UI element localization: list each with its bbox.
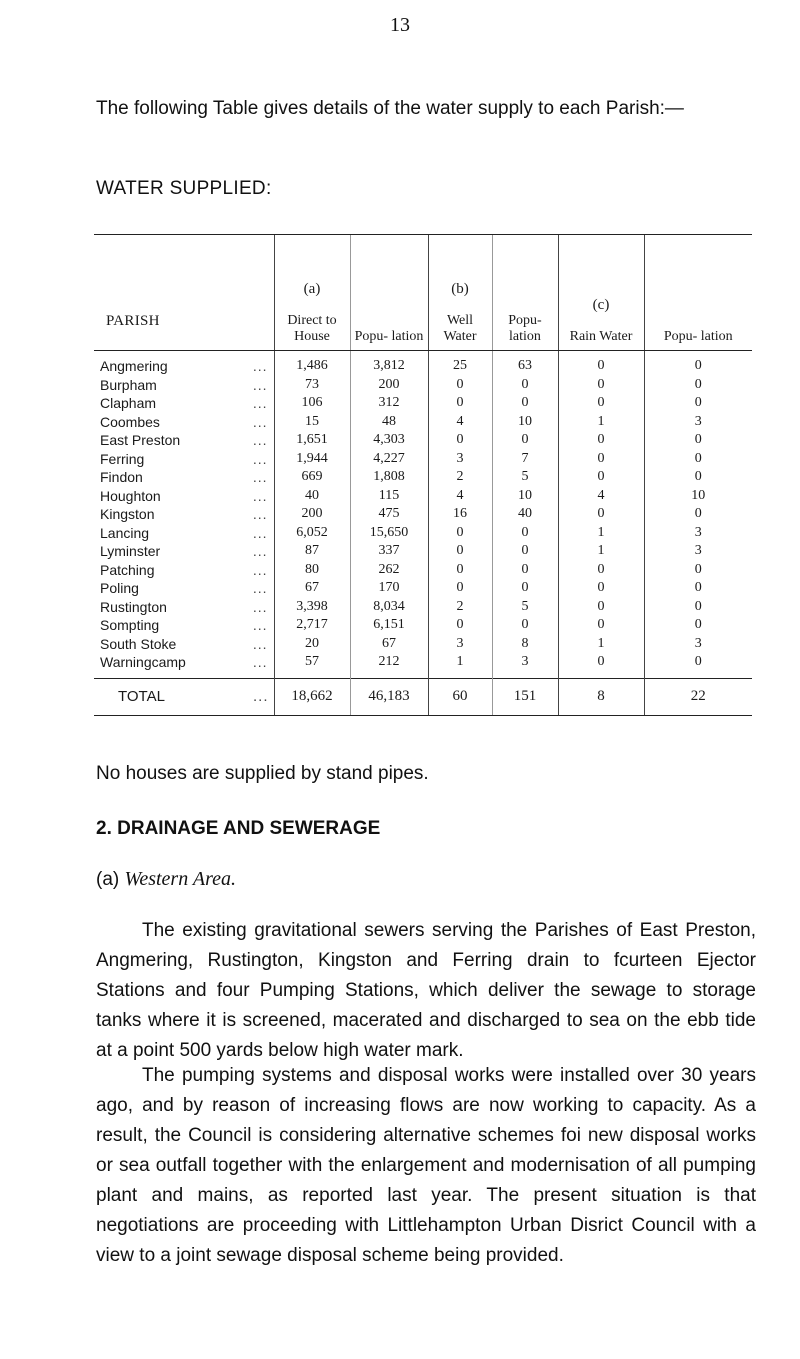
- parish-name-cell: [94, 376, 274, 395]
- parish-name-cell: [94, 487, 274, 506]
- leader-dots: ...: [252, 487, 268, 504]
- well-water-cell: 1: [428, 653, 492, 678]
- leader-dots: ...: [252, 395, 268, 412]
- direct-to-house-cell: 57: [274, 653, 350, 678]
- leader-dots: ...: [252, 413, 268, 430]
- population-b-cell: 0: [492, 579, 558, 598]
- header-direct-to-house: [274, 235, 350, 351]
- header-well-water: [428, 235, 492, 351]
- total-population-c: 22: [644, 678, 752, 715]
- rain-water-cell: 4: [558, 487, 644, 506]
- population-a-cell: 6,151: [350, 616, 428, 635]
- parish-name-cell: [94, 413, 274, 432]
- page-number: 13: [390, 14, 410, 36]
- table-row: [94, 542, 752, 561]
- table-row: [94, 487, 752, 506]
- well-water-cell: 3: [428, 450, 492, 469]
- header-a-letter: (a): [303, 281, 321, 297]
- rain-water-cell: 0: [558, 561, 644, 580]
- subsection-title: Western Area.: [124, 868, 236, 890]
- rain-water-cell: 0: [558, 505, 644, 524]
- rain-water-cell: 0: [558, 431, 644, 450]
- population-a-cell: 212: [350, 653, 428, 678]
- leader-dots: ...: [252, 358, 268, 375]
- rain-water-cell: 1: [558, 524, 644, 543]
- parish-name: Poling: [100, 580, 139, 597]
- total-row: [94, 678, 752, 715]
- direct-to-house-cell: 15: [274, 413, 350, 432]
- population-a-cell: 200: [350, 376, 428, 395]
- population-c-cell: 0: [644, 351, 752, 376]
- table-row: [94, 561, 752, 580]
- leader-dots: ...: [252, 469, 268, 486]
- leader-dots: ...: [252, 543, 268, 560]
- header-rain-water: [558, 235, 644, 351]
- rain-water-cell: 0: [558, 616, 644, 635]
- parish-name: South Stoke: [100, 635, 177, 652]
- well-water-cell: 0: [428, 542, 492, 561]
- population-a-cell: 67: [350, 635, 428, 654]
- total-population-a: 46,183: [350, 678, 428, 715]
- total-label-cell: [94, 678, 274, 715]
- population-b-cell: 3: [492, 653, 558, 678]
- well-water-cell: 0: [428, 616, 492, 635]
- population-c-cell: 0: [644, 579, 752, 598]
- leader-dots: ...: [252, 376, 268, 393]
- rain-water-cell: 0: [558, 394, 644, 413]
- population-c-cell: 0: [644, 450, 752, 469]
- population-b-cell: 0: [492, 431, 558, 450]
- well-water-cell: 4: [428, 487, 492, 506]
- parish-name-cell: [94, 431, 274, 450]
- well-water-cell: 16: [428, 505, 492, 524]
- well-water-cell: 3: [428, 635, 492, 654]
- well-water-cell: 0: [428, 431, 492, 450]
- population-b-cell: 7: [492, 450, 558, 469]
- parish-name: Sompting: [100, 617, 160, 634]
- parish-name-cell: [94, 542, 274, 561]
- well-water-cell: 25: [428, 351, 492, 376]
- header-c-label: Rain Water: [569, 329, 633, 344]
- leader-dots: ...: [252, 580, 268, 597]
- population-c-cell: 0: [644, 616, 752, 635]
- well-water-cell: 2: [428, 468, 492, 487]
- population-c-cell: 0: [644, 431, 752, 450]
- population-c-cell: 0: [644, 653, 752, 678]
- parish-name-cell: [94, 653, 274, 678]
- parish-name: Clapham: [100, 395, 157, 412]
- rain-water-cell: 0: [558, 450, 644, 469]
- section-heading: 2. DRAINAGE AND SEWERAGE: [96, 818, 381, 839]
- population-c-cell: 0: [644, 394, 752, 413]
- population-c-cell: 0: [644, 561, 752, 580]
- direct-to-house-cell: 87: [274, 542, 350, 561]
- header-population-a: Popu- lation: [350, 235, 428, 351]
- population-a-cell: 312: [350, 394, 428, 413]
- population-b-cell: 0: [492, 524, 558, 543]
- rain-water-cell: 1: [558, 635, 644, 654]
- parish-name-cell: [94, 561, 274, 580]
- direct-to-house-cell: 200: [274, 505, 350, 524]
- total-well: 60: [428, 678, 492, 715]
- population-c-cell: 0: [644, 468, 752, 487]
- direct-to-house-cell: 106: [274, 394, 350, 413]
- leader-dots: ...: [252, 598, 268, 615]
- parish-name: Rustington: [100, 598, 167, 615]
- leader-dots: ...: [252, 617, 268, 634]
- parish-name-cell: [94, 524, 274, 543]
- direct-to-house-cell: 80: [274, 561, 350, 580]
- table-body: [94, 351, 752, 679]
- parish-name-cell: [94, 468, 274, 487]
- header-population-c: Popu- lation: [644, 235, 752, 351]
- table-row: [94, 468, 752, 487]
- stand-pipes-note: No houses are supplied by stand pipes.: [96, 763, 429, 784]
- rain-water-cell: 0: [558, 376, 644, 395]
- total-direct: 18,662: [274, 678, 350, 715]
- population-b-cell: 10: [492, 487, 558, 506]
- population-b-cell: 40: [492, 505, 558, 524]
- leader-dots: ...: [252, 524, 268, 541]
- well-water-cell: 2: [428, 598, 492, 617]
- table-caption: WATER SUPPLIED:: [96, 178, 272, 199]
- header-parish: PARISH: [94, 235, 274, 351]
- header-b-label: Well Water: [443, 313, 477, 344]
- rain-water-cell: 0: [558, 579, 644, 598]
- header-b-letter: (b): [451, 281, 469, 297]
- population-c-cell: 3: [644, 542, 752, 561]
- table-row: [94, 598, 752, 617]
- parish-name-cell: [94, 394, 274, 413]
- population-b-cell: 0: [492, 376, 558, 395]
- table-row: [94, 450, 752, 469]
- population-a-cell: 48: [350, 413, 428, 432]
- direct-to-house-cell: 67: [274, 579, 350, 598]
- table-row: [94, 413, 752, 432]
- population-b-cell: 5: [492, 598, 558, 617]
- population-a-cell: 475: [350, 505, 428, 524]
- population-a-cell: 15,650: [350, 524, 428, 543]
- total-rain: 8: [558, 678, 644, 715]
- parish-name: Coombes: [100, 413, 160, 430]
- population-b-cell: 0: [492, 542, 558, 561]
- intro-text: The following Table gives details of the water supply to each Parish:—: [96, 98, 684, 119]
- table-row: [94, 635, 752, 654]
- parish-name: Lyminster: [100, 543, 161, 560]
- leader-dots: ...: [252, 688, 269, 705]
- table-row: [94, 351, 752, 376]
- direct-to-house-cell: 1,486: [274, 351, 350, 376]
- parish-name-cell: [94, 505, 274, 524]
- paragraph-pumping-systems: The pumping systems and disposal works were installed over 30 years ago, and by reason of increasing flows are now working to capacity. As a result, the Council is considering alternative schemes foi new disposal works or sea outfall together with the enlargement and modernisation of all pumping plant and mains, as reported last year. The present situation is that negotiations are proceeding with Littlehampton Urban Disrict Council with a view to a joint sewage disposal scheme being provided.: [96, 1065, 756, 1266]
- parish-name: East Preston: [100, 432, 181, 449]
- table-header-row: [94, 235, 752, 351]
- parish-name: Findon: [100, 469, 143, 486]
- leader-dots: ...: [252, 654, 268, 671]
- population-a-cell: 337: [350, 542, 428, 561]
- water-supply-table: [94, 234, 752, 716]
- parish-name: Burpham: [100, 376, 157, 393]
- leader-dots: ...: [252, 635, 268, 652]
- rain-water-cell: 0: [558, 598, 644, 617]
- well-water-cell: 0: [428, 524, 492, 543]
- parish-name-cell: [94, 598, 274, 617]
- leader-dots: ...: [252, 561, 268, 578]
- population-c-cell: 0: [644, 598, 752, 617]
- direct-to-house-cell: 40: [274, 487, 350, 506]
- table-row: [94, 653, 752, 678]
- direct-to-house-cell: 2,717: [274, 616, 350, 635]
- population-b-cell: 63: [492, 351, 558, 376]
- well-water-cell: 4: [428, 413, 492, 432]
- subsection-label: (a): [96, 869, 120, 890]
- population-c-cell: 3: [644, 524, 752, 543]
- parish-name: Ferring: [100, 450, 145, 467]
- paragraph-sewers: The existing gravitational sewers serving the Parishes of East Preston, Angmering, Rustington, Kingston and Ferring drain to fcurteen Ejector Stations and four Pumping Stations, which deliver the sewage to storage tanks where it is screened, macerated and discharged to sea on the ebb tide at a point 500 yards below high water mark.: [96, 920, 756, 1061]
- rain-water-cell: 1: [558, 413, 644, 432]
- parish-name: Lancing: [100, 524, 150, 541]
- well-water-cell: 0: [428, 561, 492, 580]
- header-population-b: Popu- lation: [492, 235, 558, 351]
- table-row: [94, 579, 752, 598]
- parish-name: Kingston: [100, 506, 155, 523]
- population-c-cell: 0: [644, 376, 752, 395]
- direct-to-house-cell: 3,398: [274, 598, 350, 617]
- leader-dots: ...: [252, 450, 268, 467]
- total-label: TOTAL: [118, 688, 165, 705]
- rain-water-cell: 0: [558, 468, 644, 487]
- parish-name: Houghton: [100, 487, 161, 504]
- rain-water-cell: 1: [558, 542, 644, 561]
- header-a-label: Direct to House: [287, 313, 337, 344]
- parish-name-cell: [94, 616, 274, 635]
- direct-to-house-cell: 6,052: [274, 524, 350, 543]
- parish-name: Warningcamp: [100, 654, 186, 671]
- population-b-cell: 5: [492, 468, 558, 487]
- table-row: [94, 376, 752, 395]
- leader-dots: ...: [252, 432, 268, 449]
- population-a-cell: 1,808: [350, 468, 428, 487]
- rain-water-cell: 0: [558, 351, 644, 376]
- population-c-cell: 3: [644, 413, 752, 432]
- population-c-cell: 0: [644, 505, 752, 524]
- population-c-cell: 10: [644, 487, 752, 506]
- population-b-cell: 0: [492, 561, 558, 580]
- direct-to-house-cell: 73: [274, 376, 350, 395]
- total-population-b: 151: [492, 678, 558, 715]
- header-c-letter: (c): [592, 297, 610, 313]
- population-a-cell: 4,227: [350, 450, 428, 469]
- population-b-cell: 10: [492, 413, 558, 432]
- population-a-cell: 4,303: [350, 431, 428, 450]
- population-c-cell: 3: [644, 635, 752, 654]
- parish-name-cell: [94, 635, 274, 654]
- direct-to-house-cell: 1,944: [274, 450, 350, 469]
- population-a-cell: 170: [350, 579, 428, 598]
- population-a-cell: 3,812: [350, 351, 428, 376]
- table-row: [94, 431, 752, 450]
- parish-name-cell: [94, 579, 274, 598]
- population-a-cell: 262: [350, 561, 428, 580]
- rain-water-cell: 0: [558, 653, 644, 678]
- direct-to-house-cell: 669: [274, 468, 350, 487]
- subsection-heading: [96, 868, 236, 891]
- population-a-cell: 8,034: [350, 598, 428, 617]
- parish-name: Angmering: [100, 358, 168, 375]
- table-row: [94, 394, 752, 413]
- direct-to-house-cell: 1,651: [274, 431, 350, 450]
- table-row: [94, 524, 752, 543]
- parish-name: Patching: [100, 561, 155, 578]
- well-water-cell: 0: [428, 376, 492, 395]
- population-a-cell: 115: [350, 487, 428, 506]
- well-water-cell: 0: [428, 579, 492, 598]
- leader-dots: ...: [252, 506, 268, 523]
- population-b-cell: 8: [492, 635, 558, 654]
- parish-name-cell: [94, 351, 274, 376]
- table-row: [94, 616, 752, 635]
- well-water-cell: 0: [428, 394, 492, 413]
- parish-name-cell: [94, 450, 274, 469]
- population-b-cell: 0: [492, 394, 558, 413]
- table-row: [94, 505, 752, 524]
- population-b-cell: 0: [492, 616, 558, 635]
- direct-to-house-cell: 20: [274, 635, 350, 654]
